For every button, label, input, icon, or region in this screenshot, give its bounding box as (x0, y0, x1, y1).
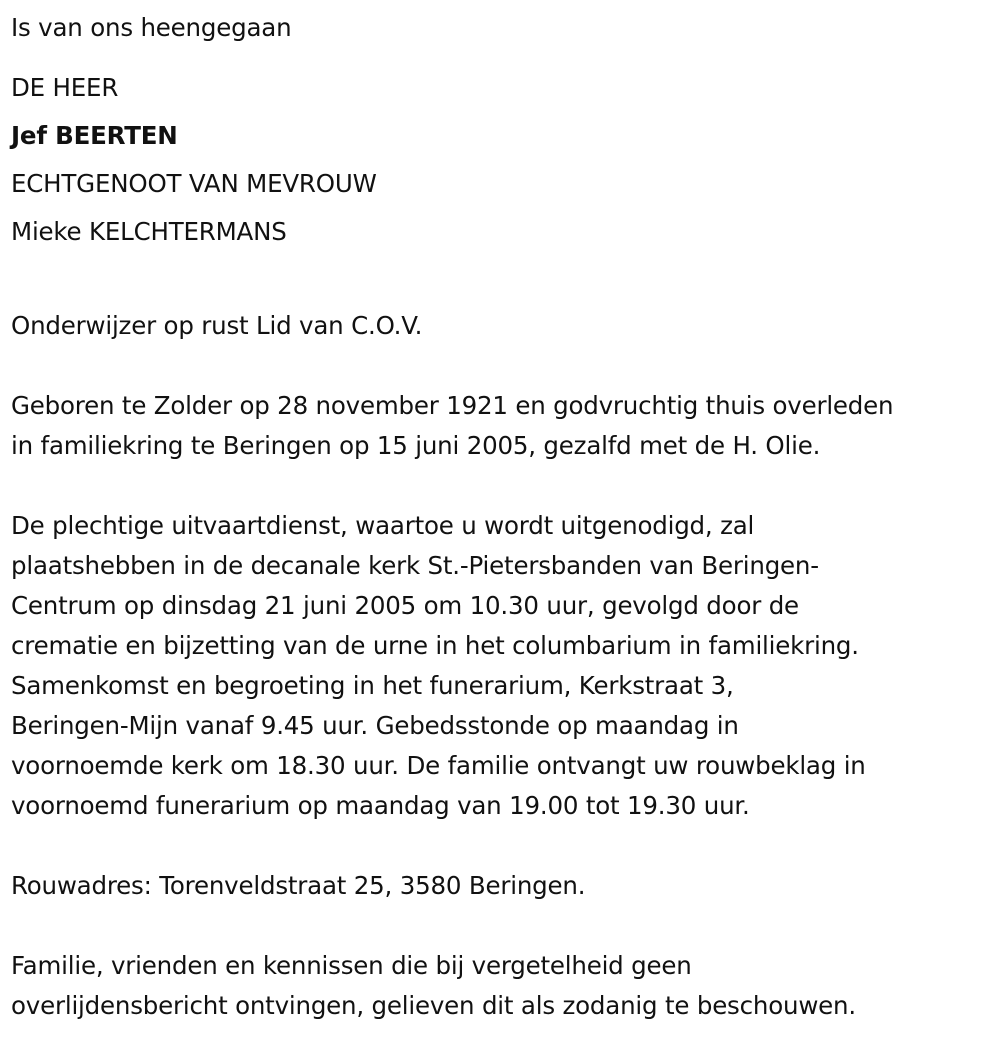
birth-line: in familiekring te Beringen op 15 juni 2005, gezalfd met de H. Olie. (11, 431, 821, 460)
spacer (11, 266, 988, 306)
spacer (11, 466, 988, 506)
service-line: crematie en bijzetting van de urne in het columbarium in familiekring. (11, 631, 859, 660)
service-line: Centrum op dinsdag 21 juni 2005 om 10.30 uur, gevolgd door de (11, 591, 799, 620)
occupation-text: Onderwijzer op rust Lid van C.O.V. (11, 311, 423, 340)
service-line: plaatshebben in de decanale kerk St.-Pietersbanden van Beringen- (11, 551, 819, 580)
spouse-name: Mieke KELCHTERMANS (11, 217, 287, 246)
service-line: Samenkomst en begroeting in het funerarium, Kerkstraat 3, (11, 671, 734, 700)
deceased-name: Jef BEERTEN (11, 121, 178, 150)
closing-line: overlijdensbericht ontvingen, gelieven dit als zodanig te beschouwen. (11, 991, 856, 1020)
service-line: voornoemd funerarium op maandag van 19.00 tot 19.30 uur. (11, 791, 750, 820)
spacer (11, 346, 988, 386)
spacer (11, 826, 988, 866)
spouse-title: ECHTGENOOT VAN MEVROUW (11, 169, 377, 198)
closing-paragraph (11, 946, 988, 1026)
intro-text: Is van ons heengegaan (11, 13, 292, 42)
birth-line: Geboren te Zolder op 28 november 1921 en godvruchtig thuis overleden (11, 391, 894, 420)
mourning-address: Rouwadres: Torenveldstraat 25, 3580 Beringen. (11, 871, 586, 900)
closing-line: Familie, vrienden en kennissen die bij vergetelheid geen (11, 951, 692, 980)
birth-paragraph (11, 386, 988, 466)
spacer (11, 906, 988, 946)
service-paragraph (11, 506, 988, 826)
service-line: Beringen-Mijn vanaf 9.45 uur. Gebedsstonde op maandag in (11, 711, 739, 740)
deceased-title: DE HEER (11, 73, 119, 102)
service-line: voornoemde kerk om 18.30 uur. De familie ontvangt uw rouwbeklag in (11, 751, 866, 780)
service-line: De plechtige uitvaartdienst, waartoe u wordt uitgenodigd, zal (11, 511, 755, 540)
